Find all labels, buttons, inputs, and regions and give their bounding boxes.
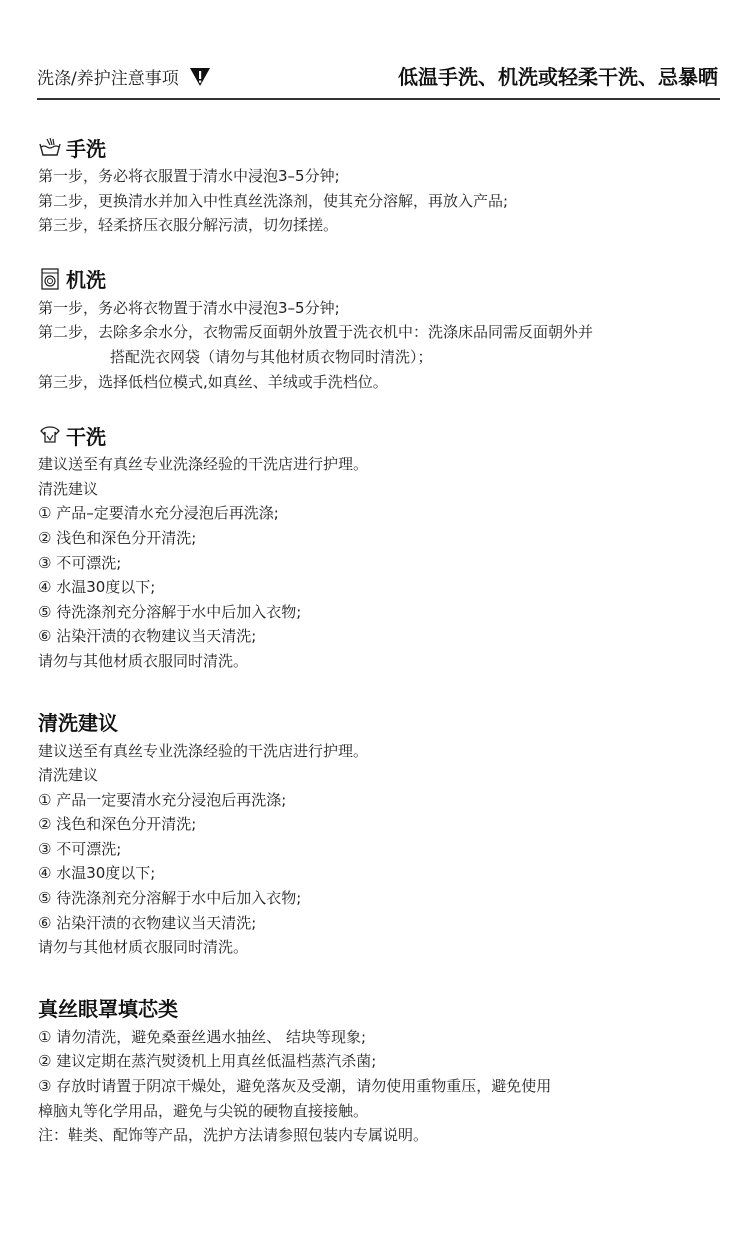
section-title-cleaning-advice — [38, 705, 718, 739]
section-cleaning-advice — [38, 705, 718, 960]
cleaning-advice-title: 清洗建议 — [38, 711, 118, 735]
dry-clean-line: 请勿与其他材质衣服同时清洗。 — [38, 651, 249, 670]
section-title-hand-wash — [38, 130, 718, 164]
section-eye-mask — [38, 991, 718, 1148]
cleaning-advice-line: ① 产品一定要清水充分浸泡后再洗涤; — [38, 790, 287, 809]
machine-wash-step-2: 第二步，去除多余水分，衣物需反面朝外放置于洗衣机中：洗涤床品同需反面朝外并 — [38, 323, 594, 342]
hand-wash-step-3: 第三步，轻柔挤压衣服分解污渍，切勿揉搓。 — [38, 216, 339, 235]
section-hand-wash — [38, 130, 718, 238]
hand-wash-title: 手洗 — [66, 136, 106, 161]
dry-clean-shirt-icon — [38, 424, 62, 446]
dry-clean-line: ③ 不可漂洗; — [38, 553, 122, 572]
hand-wash-basin-icon — [38, 136, 62, 158]
eye-mask-note: 注：鞋类、配饰等产品，洗护方法请参照包装内专属说明。 — [38, 1126, 429, 1145]
machine-wash-title: 机洗 — [66, 268, 106, 293]
warning-triangle-icon — [189, 67, 211, 87]
care-summary: 低温手洗、机洗或轻柔干洗、忌暴晒 — [398, 65, 718, 89]
cleaning-advice-line: ③ 不可漂洗; — [38, 839, 122, 858]
cleaning-advice-line: 请勿与其他材质衣服同时清洗。 — [38, 938, 249, 957]
dry-clean-line: ⑤ 待洗涤剂充分溶解于水中后加入衣物; — [38, 602, 302, 621]
cleaning-advice-line: 清洗建议 — [38, 766, 99, 785]
section-title-eye-mask — [38, 991, 718, 1025]
care-content — [38, 130, 718, 1148]
dry-clean-line: ④ 水温30度以下; — [38, 578, 156, 597]
page-header — [37, 58, 720, 100]
eye-mask-line: 樟脑丸等化学用品，避免与尖锐的硬物直接接触。 — [38, 1101, 369, 1120]
care-instructions-label: 洗涤/养护注意事项 — [37, 69, 179, 89]
hand-wash-step-2: 第二步，更换清水并加入中性真丝洗涤剂，使其充分溶解，再放入产品; — [38, 191, 509, 210]
section-title-dry-clean — [38, 418, 718, 452]
eye-mask-line: ② 建议定期在蒸汽熨烫机上用真丝低温档蒸汽杀菌; — [38, 1052, 377, 1071]
dry-clean-line: 清洗建议 — [38, 479, 99, 498]
dry-clean-line: ① 产品–定要清水充分浸泡后再洗涤; — [38, 504, 279, 523]
care-instructions-heading — [37, 64, 211, 89]
dry-clean-line: 建议送至有真丝专业洗涤经验的干洗店进行护理。 — [38, 455, 369, 474]
cleaning-advice-line: ⑤ 待洗涤剂充分溶解于水中后加入衣物; — [38, 889, 302, 908]
dry-clean-title: 干洗 — [66, 424, 106, 449]
machine-wash-step-1: 第一步，务必将衣物置于清水中浸泡3–5分钟; — [38, 298, 340, 317]
section-title-machine-wash — [38, 262, 718, 296]
cleaning-advice-line: 建议送至有真丝专业洗涤经验的干洗店进行护理。 — [38, 741, 369, 760]
cleaning-advice-line: ⑥ 沾染汗渍的衣物建议当天清洗; — [38, 913, 257, 932]
washing-machine-icon — [38, 268, 62, 290]
hand-wash-step-1: 第一步，务必将衣服置于清水中浸泡3–5分钟; — [38, 167, 340, 185]
section-dry-clean — [38, 418, 718, 673]
cleaning-advice-line: ② 浅色和深色分开清洗; — [38, 815, 197, 834]
machine-wash-step-2-continued: 搭配洗衣网袋（请勿与其他材质衣物同时清洗）； — [110, 347, 433, 366]
cleaning-advice-line: ④ 水温30度以下; — [38, 864, 156, 883]
eye-mask-line: ① 请勿清洗，避免桑蚕丝遇水抽丝、 结块等现象; — [38, 1027, 367, 1046]
machine-wash-step-3: 第三步，选择低档位模式,如真丝、羊绒或手洗档位。 — [38, 372, 388, 391]
eye-mask-line: ③ 存放时请置于阴凉干燥处，避免落灰及受潮，请勿使用重物重压，避免使用 — [38, 1077, 552, 1096]
eye-mask-title: 真丝眼罩填芯类 — [38, 997, 178, 1022]
dry-clean-line: ② 浅色和深色分开清洗; — [38, 528, 197, 547]
dry-clean-line: ⑥ 沾染汗渍的衣物建议当天清洗; — [38, 627, 257, 646]
section-machine-wash — [38, 262, 718, 394]
